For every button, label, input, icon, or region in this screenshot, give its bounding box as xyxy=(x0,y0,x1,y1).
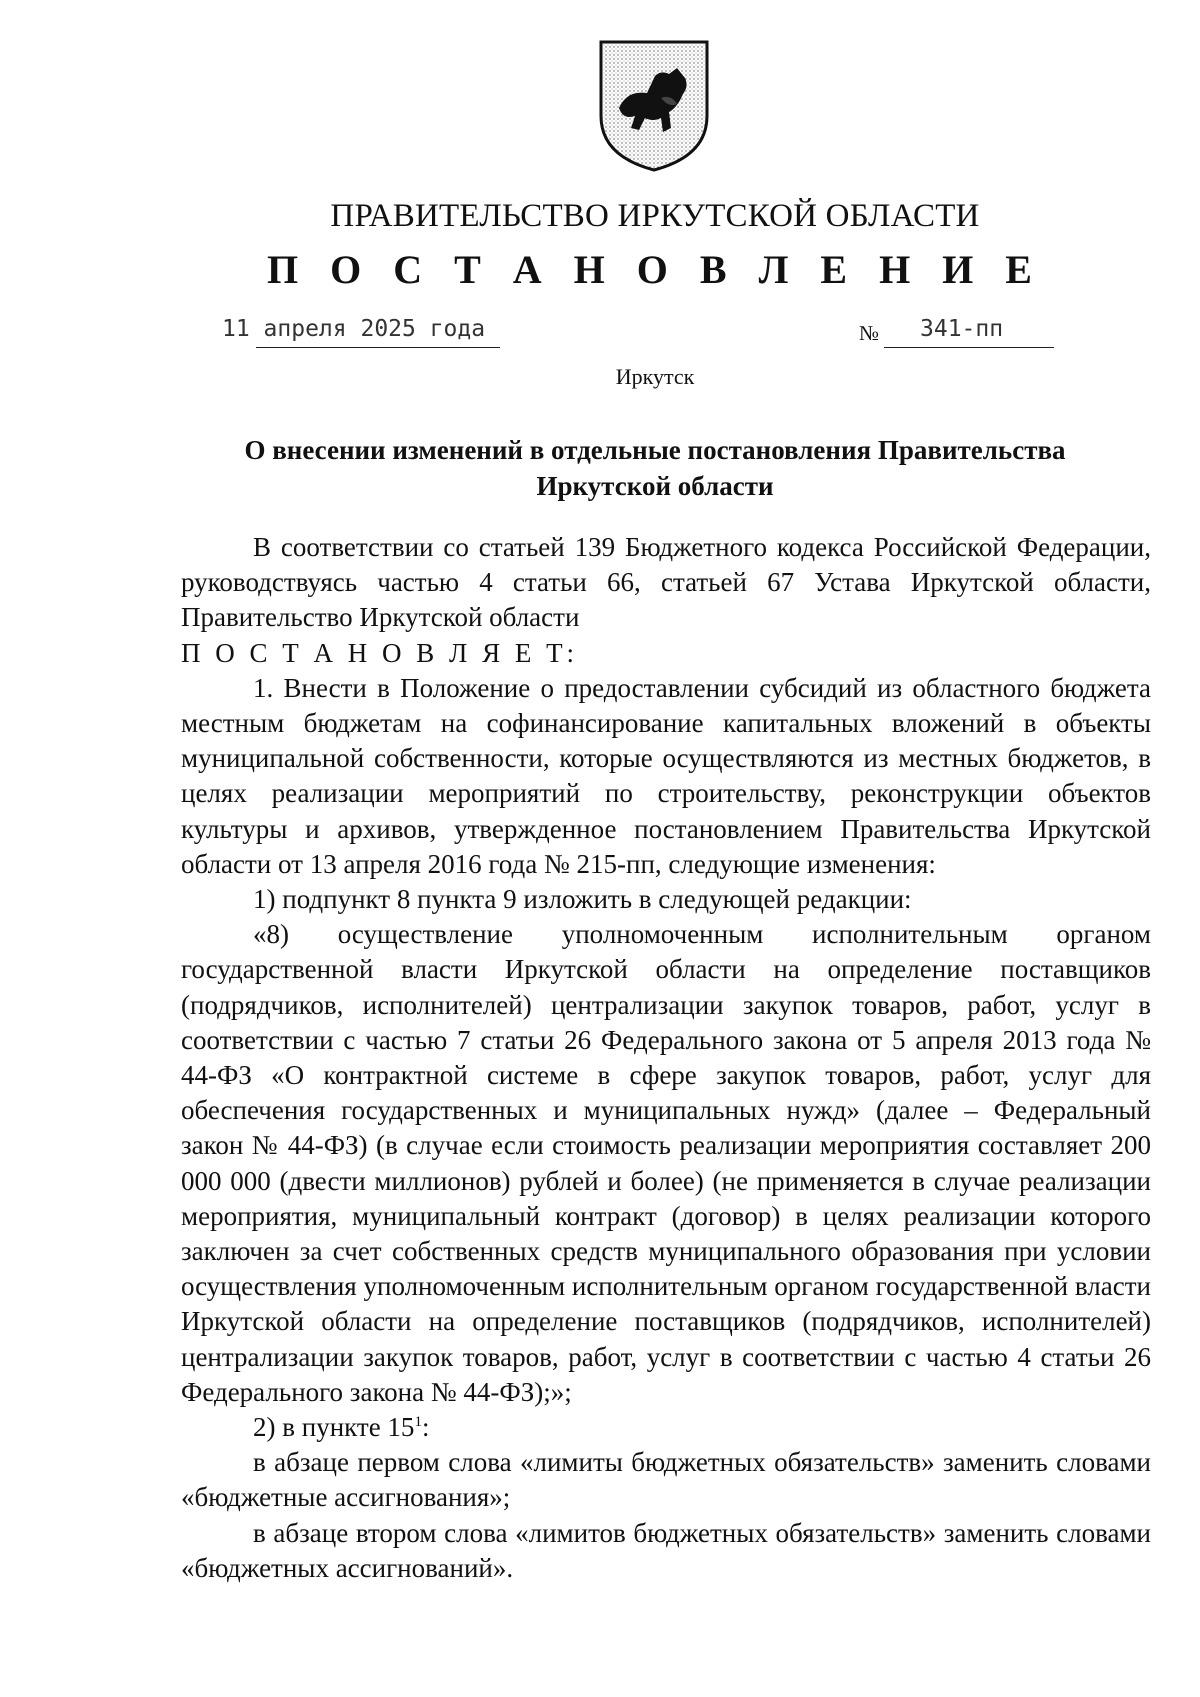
number-sign: № xyxy=(859,321,880,345)
superscript-index: 1 xyxy=(414,1414,422,1431)
document-number: 341-пп xyxy=(920,316,1004,342)
subitem-2-text: 2) в пункте 15 xyxy=(253,1412,415,1443)
resolves-heading: П О С Т А Н О В Л Я Е Т: xyxy=(181,637,579,668)
title-line-2: Иркутской области xyxy=(536,471,774,501)
preamble-paragraph: В соответствии со статьей 139 Бюджетного кодекса Российской Федерации, руководствуясь частью 4 статьи 66, статьей 67 Устава Иркутской области, Правительство Иркутской области xyxy=(181,532,1151,633)
city-name: Иркутск xyxy=(615,364,695,389)
document-type-heading: П О С Т А Н О В Л Е Н И Е xyxy=(267,247,1043,292)
paragraph-item-1: 1. Внести в Положение о предоставлении субсидий из областного бюджета местным бюджетам на софинансирование капитальных вложений в объекты муниципальной собственности, которые осуществляются из местных бюджетов, в целях реализации мероприятий по строительству, реконструкции объектов культуры и архивов, утвержденное постановлением Правительства Иркутской области от 13 апреля 2016 года № 215-пп, следующие изменения: xyxy=(181,672,1151,879)
document-body xyxy=(181,530,1151,1586)
document-date: 11 апреля 2025 года xyxy=(222,316,486,342)
paragraph-subitem-2 xyxy=(181,1410,1151,1445)
paragraph-quoted-text: «8) осуществление уполномоченным исполнительным органом государственной власти Иркутской области на определение поставщиков (подрядчиков, исполнителей) централизации закупок товаров, работ, услуг в соответствии с частью 7 статьи 26 Федерального закона от 5 апреля 2013 года № 44-ФЗ «О контрактной системе в сфере закупок товаров, работ, услуг для обеспечения государственных и муниципальных нужд» (далее – Федеральный закон № 44-ФЗ) (в случае если стоимость реализации мероприятия составляет 200 000 000 (двести миллионов) рублей и более) (не применяется в случае реализации мероприятия, муниципальный контракт (договор) в целях реализации которого заключен за счет собственных средств муниципального образования при условии осуществления уполномоченным исполнительным органом государственной власти Иркутской области на определение поставщиков (подрядчиков, исполнителей) централизации закупок товаров, работ, услуг в соответствии с частью 4 статьи 26 Федерального закона № 44-ФЗ);»; xyxy=(181,919,1151,1407)
paragraph-subitem-1: 1) подпункт 8 пункта 9 изложить в следующей редакции: xyxy=(253,884,912,915)
paragraph-amendment-2: в абзаце втором слова «лимитов бюджетных обязательств» заменить словами «бюджетных ассигнований». xyxy=(181,1517,1151,1583)
title-line-1: О внесении изменений в отдельные постановления Правительства xyxy=(244,435,1066,465)
paragraph-amendment-1: в абзаце первом слова «лимиты бюджетных обязательств» заменить словами «бюджетные ассигнования»; xyxy=(181,1447,1151,1513)
number-underline xyxy=(884,347,1054,348)
subitem-2-colon: : xyxy=(421,1412,430,1443)
organization-name: ПРАВИТЕЛЬСТВО ИРКУТСКОЙ ОБЛАСТИ xyxy=(330,198,980,234)
date-underline xyxy=(256,347,500,348)
document-title xyxy=(180,432,1130,504)
coat-of-arms-emblem xyxy=(597,38,711,174)
